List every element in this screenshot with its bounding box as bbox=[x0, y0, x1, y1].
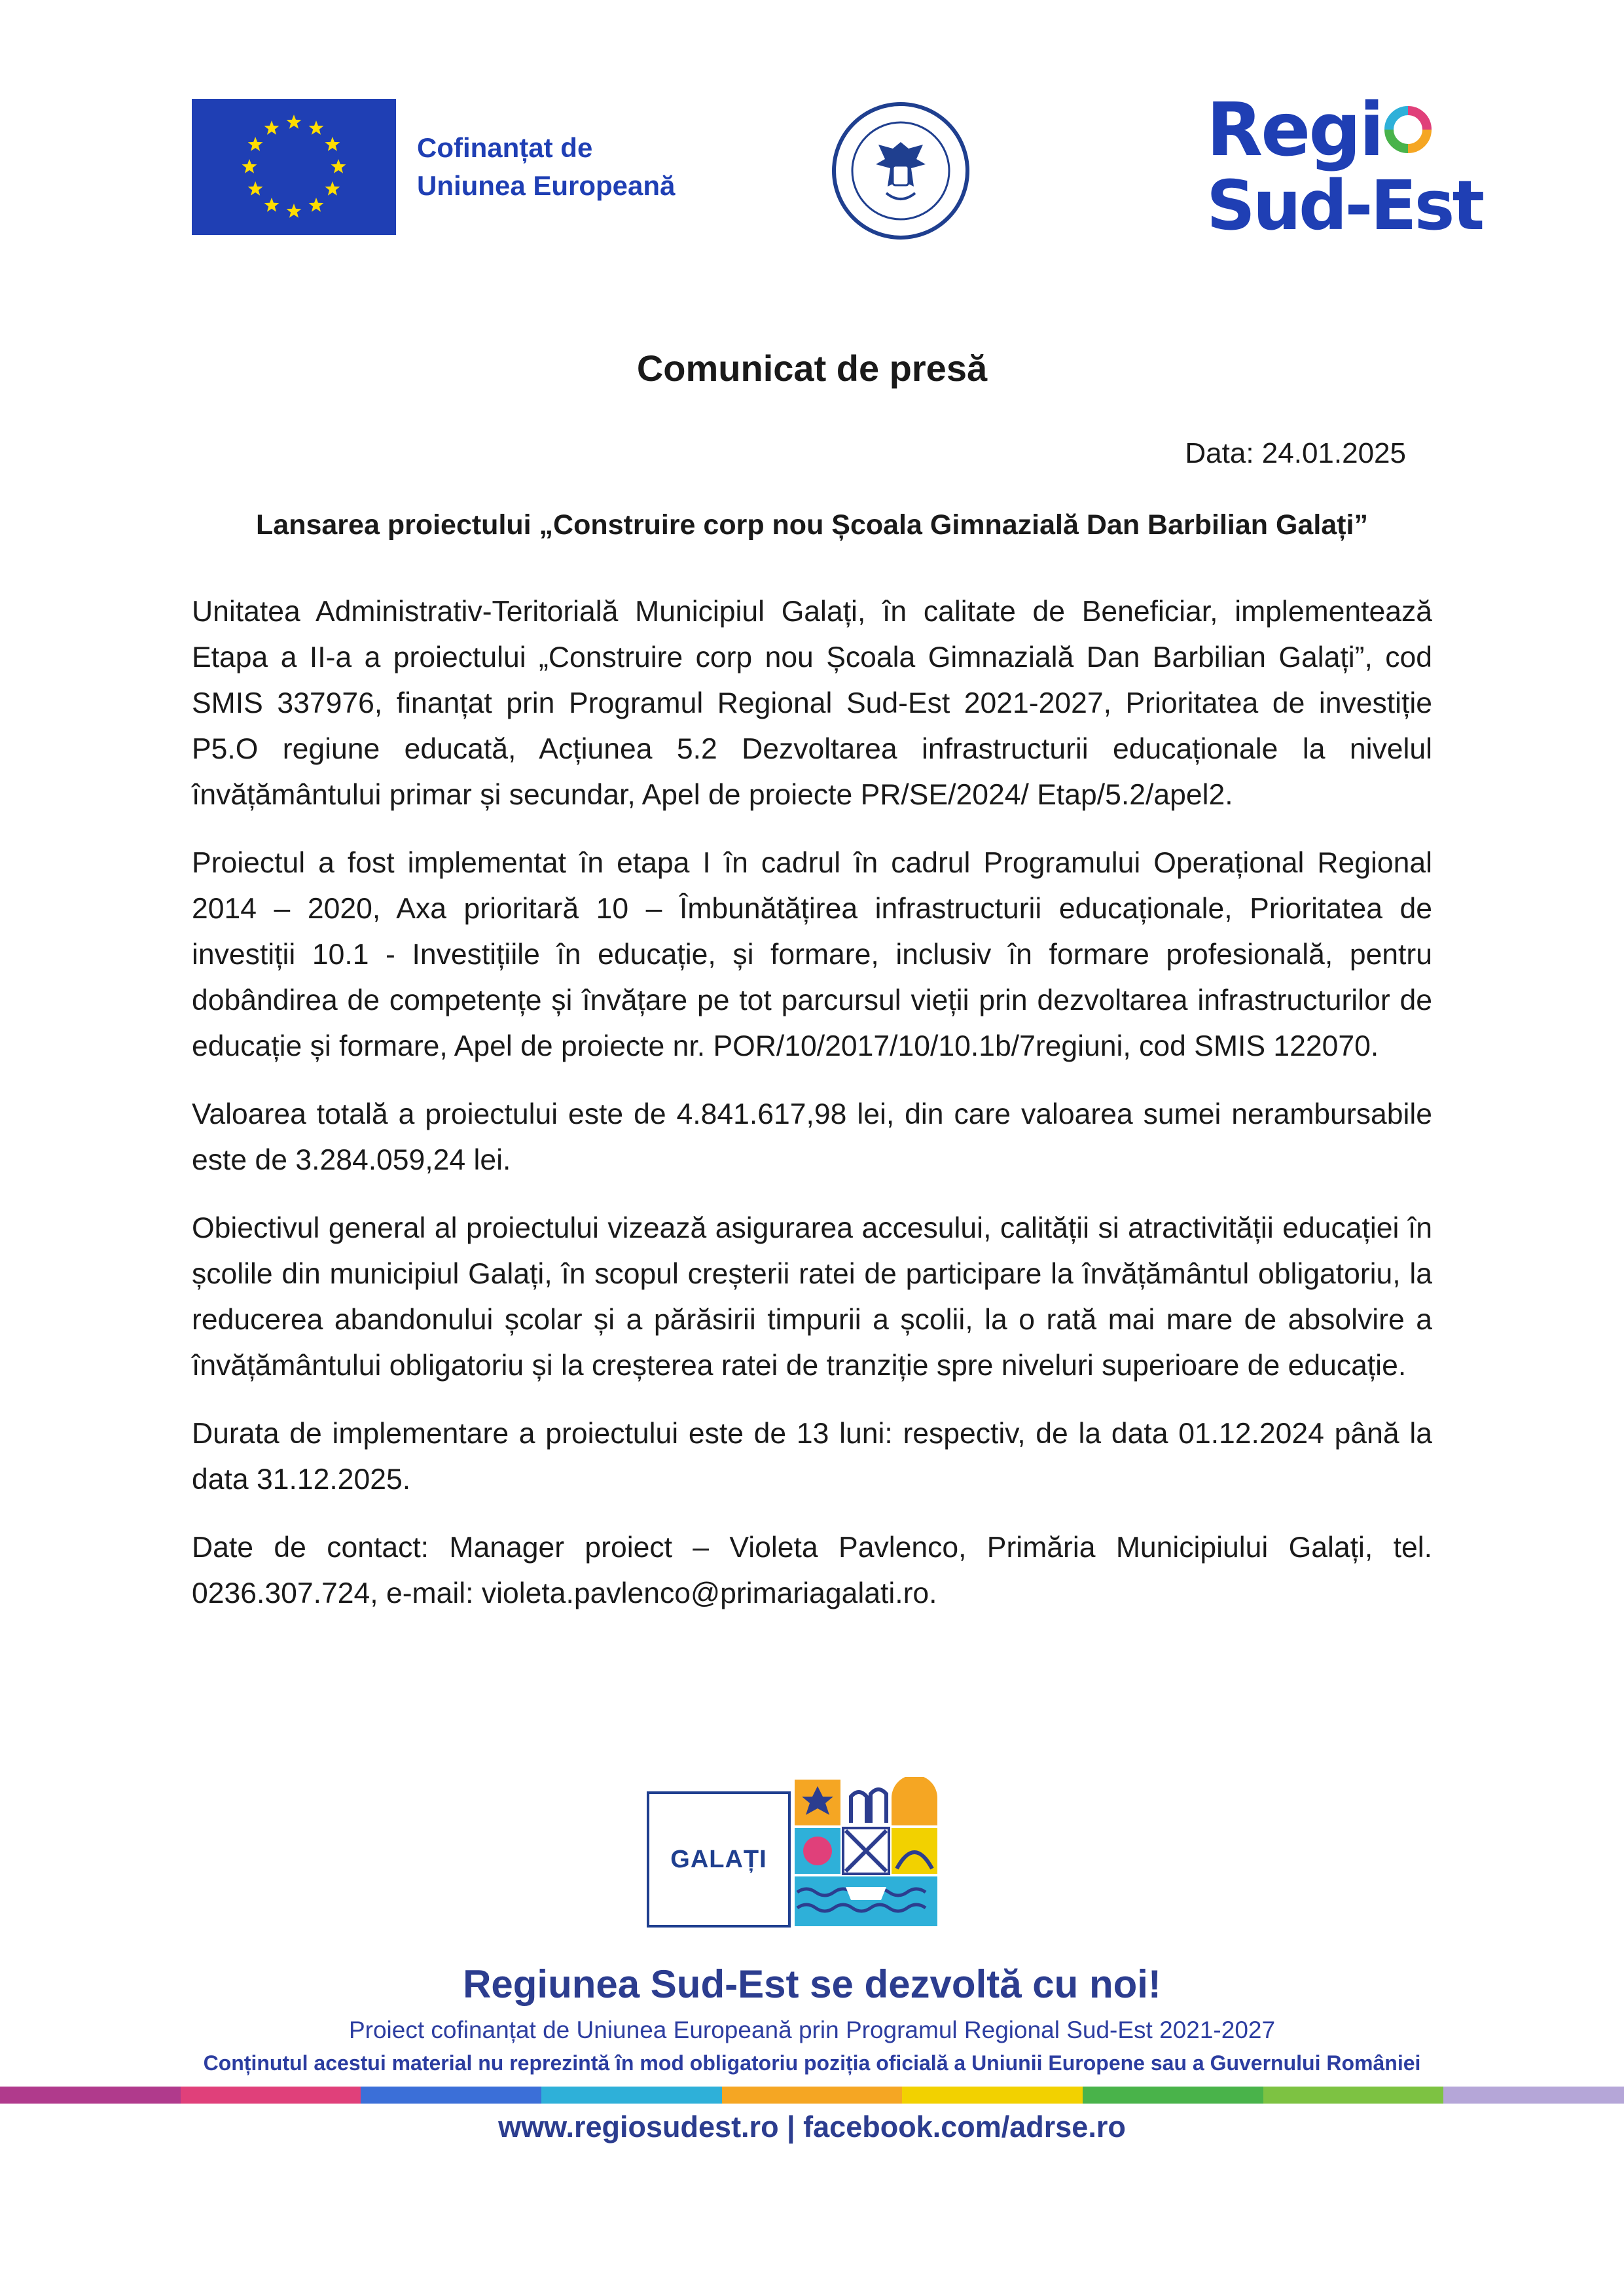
document-content bbox=[192, 589, 1432, 1639]
galati-logo-text: GALAȚI bbox=[670, 1845, 767, 1873]
color-bar-segment bbox=[1263, 2087, 1444, 2104]
disclaimer-text: Conținutul acestui material nu reprezintă în mod obligatoriu poziția oficială a Uniunii Europene sau a Guvernului României bbox=[203, 2051, 1421, 2075]
color-bar-segment bbox=[1443, 2087, 1624, 2104]
regio-word: Regi bbox=[1206, 88, 1382, 173]
regio-color-wheel-icon bbox=[1382, 104, 1434, 155]
paragraph-project-value: Valoarea totală a proiectului este de 4.841.617,98 lei, din care valoarea sumei nerambursabile este de 3.284.059,24 lei. bbox=[192, 1098, 1432, 1176]
eu-flag-icon bbox=[192, 99, 396, 235]
paragraph-stage-one: Proiectul a fost implementat în etapa I în cadrul în cadrul Programului Operațional Regional 2014 – 2020, Axa prioritară 10 – Îmbunătățirea infrastructurii educaționale, Prioritatea de investiții 10.1 - Investițiile în educație, și formare, inclusiv în formare profesională, pentru dobândirea de competențe și învățare pe tot parcursul vieții prin dezvoltarea infrastructurilor de educație și formare, Apel de proiecte nr. POR/10/2017/10/10.1b/7regiuni, cod SMIS 122070. bbox=[192, 847, 1432, 1062]
eu-text-line1: Cofinanțat de bbox=[417, 132, 593, 163]
paragraph-duration: Durata de implementare a proiectului este de 13 luni: respectiv, de la data 01.12.2024 până la data 31.12.2025. bbox=[192, 1418, 1432, 1496]
color-bar-segment bbox=[0, 2087, 181, 2104]
color-bar-segment bbox=[541, 2087, 722, 2104]
paragraph-objective: Obiectivul general al proiectului vizează asigurarea accesului, calității si atractivității educației în școlile din municipiul Galați, în scopul creșterii ratei de participare la învățământul obligatoriu, la reducerea abandonului școlar și a părăsirii timpurii a școlii, la o rată mai mare de absolvire a învățământului obligatoriu și la creșterea ratei de tranziție spre niveluri superioare de educație. bbox=[192, 1212, 1432, 1382]
footer-links[interactable]: www.regiosudest.ro | facebook.com/adrse.ro bbox=[498, 2110, 1126, 2144]
regio-sud-est-logo bbox=[1206, 88, 1483, 245]
color-bar-segment bbox=[722, 2087, 903, 2104]
eu-text-line2: Uniunea Europeană bbox=[417, 170, 676, 201]
color-bar-segment bbox=[361, 2087, 541, 2104]
region-slogan: Regiunea Sud-Est se dezvoltă cu noi! bbox=[463, 1962, 1161, 2006]
galati-city-logo bbox=[647, 1777, 940, 1929]
galati-emblem-icon bbox=[792, 1777, 940, 1929]
paragraph-project-description: Unitatea Administrativ-Teritorială Municipiul Galați, în calitate de Beneficiar, implementează Etapa a II-a a proiectului „Construire corp nou Școala Gimnazială Dan Barbilian Galați”, cod SMIS 337976, finanțat prin Programul Regional Sud-Est 2021-2027, Prioritatea de investiție P5.O regiune educată, Acțiunea 5.2 Dezvoltarea infrastructurii educaționale la nivelul învățământului primar și secundar, Apel de proiecte PR/SE/2024/ Etap/5.2/apel2. bbox=[192, 596, 1432, 811]
document-subtitle: Lansarea proiectului „Construire corp nou Școala Gimnazială Dan Barbilian Galați” bbox=[256, 509, 1368, 541]
color-bar-segment bbox=[181, 2087, 361, 2104]
eu-cofinancing-logo bbox=[192, 99, 675, 235]
document-title: Comunicat de presă bbox=[636, 348, 988, 389]
romanian-government-seal bbox=[831, 101, 970, 240]
brand-color-bar bbox=[0, 2087, 1624, 2104]
document-date: Data: 24.01.2025 bbox=[1185, 437, 1406, 469]
paragraph-contact: Date de contact: Manager proiect – Violeta Pavlenco, Primăria Municipiului Galați, tel. 0236.307.724, e-mail: violeta.pavlenco@primariagalati.ro. bbox=[192, 1532, 1432, 1609]
color-bar-segment bbox=[1083, 2087, 1263, 2104]
color-bar-segment bbox=[902, 2087, 1083, 2104]
eu-cofinancing-text bbox=[417, 129, 675, 205]
cofinancing-statement: Proiect cofinanțat de Uniunea Europeană prin Programul Regional Sud-Est 2021-2027 bbox=[348, 2017, 1276, 2043]
galati-name-box bbox=[647, 1791, 791, 1928]
regio-sud-est-word: Sud-Est bbox=[1206, 166, 1483, 245]
